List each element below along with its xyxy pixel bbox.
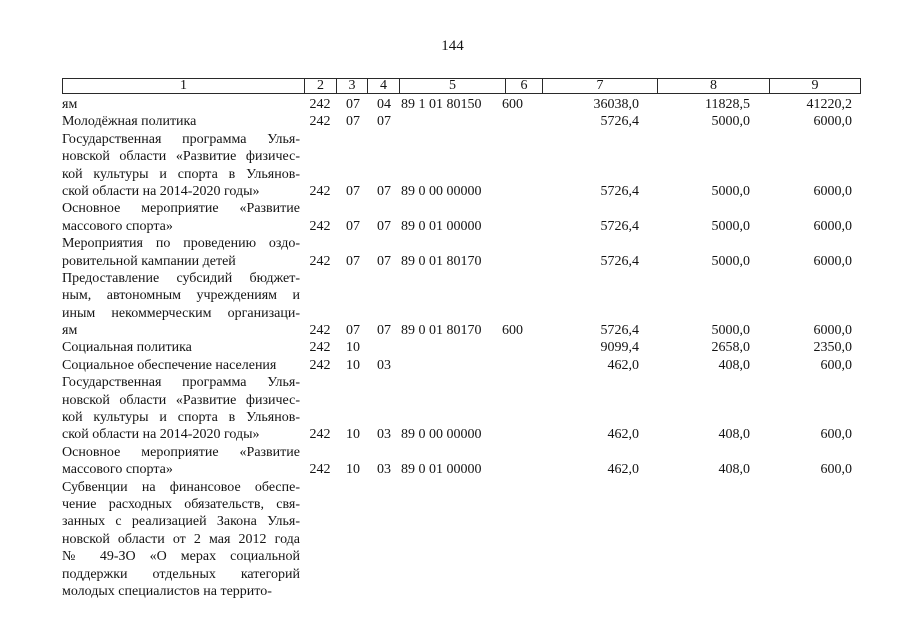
description-line: кой культуры и спорта в Ульянов- <box>62 410 300 426</box>
cell-col-7: 9099,4 <box>600 340 639 356</box>
cell-col-3: 10 <box>346 462 360 478</box>
row-cells <box>62 583 852 600</box>
description-line: иным некоммерческим организаци- <box>62 305 300 321</box>
row-cells <box>62 113 852 130</box>
column-header-3: 3 <box>337 79 368 94</box>
description-line: новской области «Развитие физичес- <box>62 149 300 165</box>
cell-col-9: 41220,2 <box>806 97 852 112</box>
cell-col-3: 07 <box>346 323 360 339</box>
cell-col-4: 07 <box>377 114 391 130</box>
cell-col-7: 36038,0 <box>593 97 639 112</box>
cell-col-2: 242 <box>309 340 331 356</box>
table-row <box>62 374 852 444</box>
page-number: 144 <box>441 38 464 54</box>
cell-col-4: 03 <box>377 462 391 478</box>
cell-col-7: 5726,4 <box>600 183 639 199</box>
cell-col-2: 242 <box>309 183 331 199</box>
column-header-4: 4 <box>368 79 400 94</box>
cell-col-3: 07 <box>346 253 360 269</box>
cell-col-9: 6000,0 <box>813 253 852 269</box>
cell-col-6: 600 <box>502 323 523 339</box>
cell-col-8: 5000,0 <box>711 183 750 199</box>
cell-col-5: 89 0 01 00000 <box>401 218 482 234</box>
column-header-2: 2 <box>305 79 337 94</box>
cell-col-8: 5000,0 <box>711 323 750 339</box>
description-line: ровительной кампании детей <box>62 253 236 269</box>
cell-col-8: 408,0 <box>718 357 750 373</box>
cell-col-3: 10 <box>346 427 360 443</box>
cell-col-8: 11828,5 <box>705 97 750 112</box>
cell-col-2: 242 <box>309 323 331 339</box>
cell-col-5: 89 0 01 00000 <box>401 462 482 478</box>
cell-col-7: 5726,4 <box>600 323 639 339</box>
table-row <box>62 96 852 113</box>
cell-col-8: 408,0 <box>718 427 750 443</box>
cell-col-3: 10 <box>346 357 360 373</box>
cell-col-3: 07 <box>346 218 360 234</box>
cell-col-8: 5000,0 <box>711 253 750 269</box>
cell-col-5: 89 0 01 80170 <box>401 253 482 269</box>
column-header-1: 1 <box>63 79 305 94</box>
description-line: поддержки отдельных категорий <box>62 566 300 582</box>
cell-col-2: 242 <box>309 462 331 478</box>
cell-col-2: 242 <box>309 253 331 269</box>
cell-col-4: 07 <box>377 253 391 269</box>
cell-col-3: 07 <box>346 97 360 112</box>
description-line: чение расходных обязательств, свя- <box>62 496 300 512</box>
table-row <box>62 270 852 340</box>
column-header-row <box>63 79 861 94</box>
cell-col-9: 600,0 <box>820 357 852 373</box>
cell-col-4: 07 <box>377 323 391 339</box>
description-line: новской области от 2 мая 2012 года <box>62 531 300 547</box>
table-row <box>62 200 852 235</box>
column-header-5: 5 <box>400 79 506 94</box>
cell-col-4: 07 <box>377 218 391 234</box>
cell-col-7: 462,0 <box>607 462 639 478</box>
cell-col-9: 600,0 <box>820 462 852 478</box>
table-row <box>62 444 852 479</box>
column-header-table <box>62 78 861 94</box>
cell-col-9: 6000,0 <box>813 183 852 199</box>
cell-col-7: 5726,4 <box>600 114 639 130</box>
cell-col-7: 462,0 <box>607 427 639 443</box>
row-cells <box>62 322 852 339</box>
row-cells <box>62 339 852 356</box>
cell-col-3: 07 <box>346 183 360 199</box>
row-cells <box>62 357 852 374</box>
row-cells <box>62 183 852 200</box>
description-line: занных с реализацией Закона Улья- <box>62 514 300 530</box>
cell-col-2: 242 <box>309 97 331 112</box>
description-line: массового спорта» <box>62 218 173 234</box>
cell-col-9: 6000,0 <box>813 218 852 234</box>
cell-col-8: 5000,0 <box>711 218 750 234</box>
cell-col-6: 600 <box>502 97 523 112</box>
table-row <box>62 357 852 374</box>
description-line: Основное мероприятие «Развитие <box>62 444 300 460</box>
cell-col-4: 03 <box>377 427 391 443</box>
cell-col-9: 2350,0 <box>813 340 852 356</box>
cell-col-5: 89 0 00 00000 <box>401 183 482 199</box>
description-line: Социальная политика <box>62 340 192 356</box>
cell-col-8: 408,0 <box>718 462 750 478</box>
description-line: ской области на 2014-2020 годы» <box>62 183 260 199</box>
table-row <box>62 113 852 130</box>
cell-col-4: 03 <box>377 357 391 373</box>
column-header-9: 9 <box>770 79 861 94</box>
cell-col-8: 2658,0 <box>711 340 750 356</box>
row-cells <box>62 96 852 113</box>
description-line: Социальное обеспечение населения <box>62 357 277 373</box>
column-header-7: 7 <box>543 79 658 94</box>
cell-col-2: 242 <box>309 357 331 373</box>
cell-col-2: 242 <box>309 427 331 443</box>
cell-col-7: 5726,4 <box>600 253 639 269</box>
cell-col-9: 6000,0 <box>813 323 852 339</box>
row-cells <box>62 253 852 270</box>
row-cells <box>62 218 852 235</box>
cell-col-4: 07 <box>377 183 391 199</box>
table-row <box>62 131 852 201</box>
description-line: ным, автономным учреждениям и <box>62 288 300 304</box>
cell-col-5: 89 1 01 80150 <box>401 97 482 112</box>
description-line: Мероприятия по проведению оздо- <box>62 236 300 252</box>
table-row <box>62 339 852 356</box>
row-cells <box>62 461 852 478</box>
cell-col-9: 600,0 <box>820 427 852 443</box>
description-line: Основное мероприятие «Развитие <box>62 201 300 217</box>
cell-col-9: 6000,0 <box>813 114 852 130</box>
cell-col-3: 07 <box>346 114 360 130</box>
description-line: кой культуры и спорта в Ульянов- <box>62 166 300 182</box>
column-header-6: 6 <box>506 79 543 94</box>
description-line: ям <box>62 323 78 339</box>
cell-col-7: 5726,4 <box>600 218 639 234</box>
table-body <box>62 96 852 600</box>
description-line: ям <box>62 97 78 112</box>
table-row <box>62 479 852 601</box>
description-line: массового спорта» <box>62 462 173 478</box>
cell-col-2: 242 <box>309 114 331 130</box>
description-line: Субвенции на финансовое обеспе- <box>62 479 300 495</box>
description-line: молодых специалистов на террито- <box>62 583 272 599</box>
cell-col-4: 04 <box>377 97 391 112</box>
cell-col-8: 5000,0 <box>711 114 750 130</box>
cell-col-3: 10 <box>346 340 360 356</box>
cell-col-5: 89 0 00 00000 <box>401 427 482 443</box>
description-line: новской области «Развитие физичес- <box>62 392 300 408</box>
cell-col-5: 89 0 01 80170 <box>401 323 482 339</box>
description-line: ской области на 2014-2020 годы» <box>62 427 260 443</box>
description-line: Государственная программа Улья- <box>62 375 300 391</box>
description-line: Государственная программа Улья- <box>62 131 300 147</box>
row-cells <box>62 426 852 443</box>
cell-col-7: 462,0 <box>607 357 639 373</box>
description-line: Предоставление субсидий бюджет- <box>62 270 300 286</box>
column-header-8: 8 <box>658 79 770 94</box>
table-row <box>62 235 852 270</box>
description-line: Молодёжная политика <box>62 114 197 130</box>
description-line: № 49-ЗО «О мерах социальной <box>62 549 300 565</box>
cell-col-2: 242 <box>309 218 331 234</box>
